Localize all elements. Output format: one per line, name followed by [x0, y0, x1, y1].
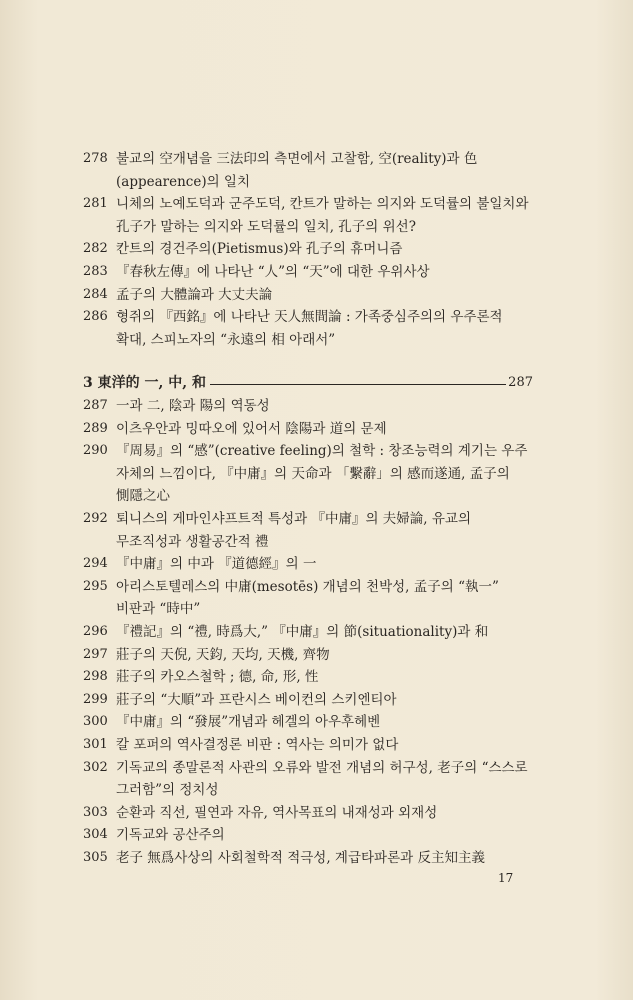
entry-page-number: 300 [83, 714, 108, 730]
entry-page-number: 292 [83, 510, 108, 526]
entry-text: 『禮記』의 “禮, 時爲大,” 『中庸』의 節(situationality)과 和 [116, 623, 489, 640]
toc-entry [0, 847, 633, 870]
entry-text: 칼 포퍼의 역사결정론 비판 : 역사는 의미가 없다 [116, 736, 399, 753]
entry-text: 퇴니스의 게마인샤프트적 특성과 『中庸』의 夫婦論, 유교의 무조직성과 생활공간적 禮 [116, 510, 471, 550]
entry-page-number: 305 [83, 849, 108, 865]
toc-entry [0, 418, 633, 441]
toc-entry [0, 576, 633, 621]
toc-entry [0, 306, 633, 351]
entry-page-number: 281 [83, 196, 108, 212]
toc-entry [0, 148, 633, 193]
toc-entry [0, 193, 633, 238]
toc-entry [0, 395, 633, 418]
entry-page-number: 295 [83, 578, 108, 594]
toc-entry [0, 508, 633, 553]
entry-page-number: 282 [83, 241, 108, 257]
entry-list-top [0, 148, 633, 351]
toc-entry [0, 689, 633, 712]
entry-page-number: 298 [83, 669, 108, 685]
toc-entry [0, 824, 633, 847]
entry-page-number: 286 [83, 309, 108, 325]
toc-entry [0, 711, 633, 734]
entry-text: 아리스토텔레스의 中庸(mesotēs) 개념의 천박성, 孟子의 “執一” 비판과 “時中” [116, 578, 499, 618]
entry-text: 孟子의 大體論과 大丈夫論 [116, 286, 273, 303]
entry-text: 『中庸』의 “發展”개념과 헤겔의 아우후헤벤 [116, 714, 381, 731]
entry-text: 一과 二, 陰과 陽의 역동성 [116, 398, 270, 414]
entry-text: 莊子의 天倪, 天鈞, 天均, 天機, 齊物 [116, 646, 330, 663]
entry-text: 老子 無爲사상의 사회철학적 적극성, 계급타파론과 反主知主義 [116, 849, 485, 866]
entry-page-number: 304 [83, 827, 108, 843]
toc-entry [0, 666, 633, 689]
entry-text: 『周易』의 “感”(creative feeling)의 철학 : 창조능력의 계기는 우주 자체의 느낌이다, 『中庸』의 天命과 「繫辭」의 感而遂通, 孟子의 惻隱之心 [116, 443, 528, 505]
entry-page-number: 294 [83, 556, 108, 572]
entry-page-number: 290 [83, 443, 108, 459]
section-page-number: 287 [508, 375, 533, 390]
entry-page-number: 303 [83, 804, 108, 820]
entry-page-number: 297 [83, 646, 108, 662]
entry-page-number: 278 [83, 151, 108, 166]
leader-line [210, 384, 506, 385]
entry-text: 기독교와 공산주의 [116, 827, 225, 844]
entry-list-bottom [0, 395, 633, 869]
toc-entry [0, 238, 633, 261]
entry-text: 기독교의 종말론적 사관의 오류와 발전 개념의 허구성, 老子의 “스스로 그러함”의 정치성 [116, 759, 528, 799]
entry-page-number: 283 [83, 263, 108, 279]
entry-text: 순환과 직선, 필연과 자유, 역사목표의 내재성과 외재성 [116, 804, 438, 821]
entry-page-number: 289 [83, 420, 108, 436]
entry-page-number: 299 [83, 691, 108, 707]
toc-entry [0, 440, 633, 508]
entry-page-number: 296 [83, 623, 108, 639]
entry-text: 이츠우안과 밍따오에 있어서 陰陽과 道의 문제 [116, 420, 387, 437]
entry-text: 『中庸』의 中과 『道德經』의 一 [116, 556, 317, 573]
toc-entry [0, 734, 633, 757]
section-heading [83, 372, 533, 394]
entry-text: 불교의 空개념을 三法印의 측면에서 고찰함, 空(reality)과 色(appearence)의 일치 [116, 151, 478, 190]
page-folio: 17 [498, 871, 514, 885]
entry-text: 莊子의 카오스철학 ; 德, 命, 形, 性 [116, 669, 319, 686]
entry-text: 칸트의 경건주의(Pietismus)와 孔子의 휴머니즘 [116, 241, 403, 258]
toc-entry [0, 261, 633, 284]
toc-entry [0, 284, 633, 307]
entry-text: 莊子의 “大順”과 프란시스 베이컨의 스키엔티아 [116, 691, 397, 708]
entry-page-number: 302 [83, 759, 108, 775]
entry-text: 형쥐의 『西銘』에 나타난 天人無間論 : 가족중심주의의 우주론적 확대, 스피노자의 “永遠의 相 아래서” [116, 309, 503, 348]
entry-page-number: 284 [83, 286, 108, 302]
toc-entry [0, 757, 633, 802]
section-title: 3 東洋的 一, 中, 和 [83, 375, 206, 391]
entry-page-number: 301 [83, 736, 108, 752]
entry-text: 『春秋左傳』에 나타난 “人”의 “天”에 대한 우위사상 [116, 263, 430, 280]
toc-entry [0, 621, 633, 644]
entry-page-number: 287 [83, 398, 108, 413]
toc-entry [0, 553, 633, 576]
toc-entry [0, 802, 633, 825]
entry-text: 니체의 노예도덕과 군주도덕, 칸트가 말하는 의지와 도덕률의 불일치와 孔子가 말하는 의지와 도덕률의 일치, 孔子의 위선? [116, 196, 529, 235]
toc-entry [0, 644, 633, 667]
